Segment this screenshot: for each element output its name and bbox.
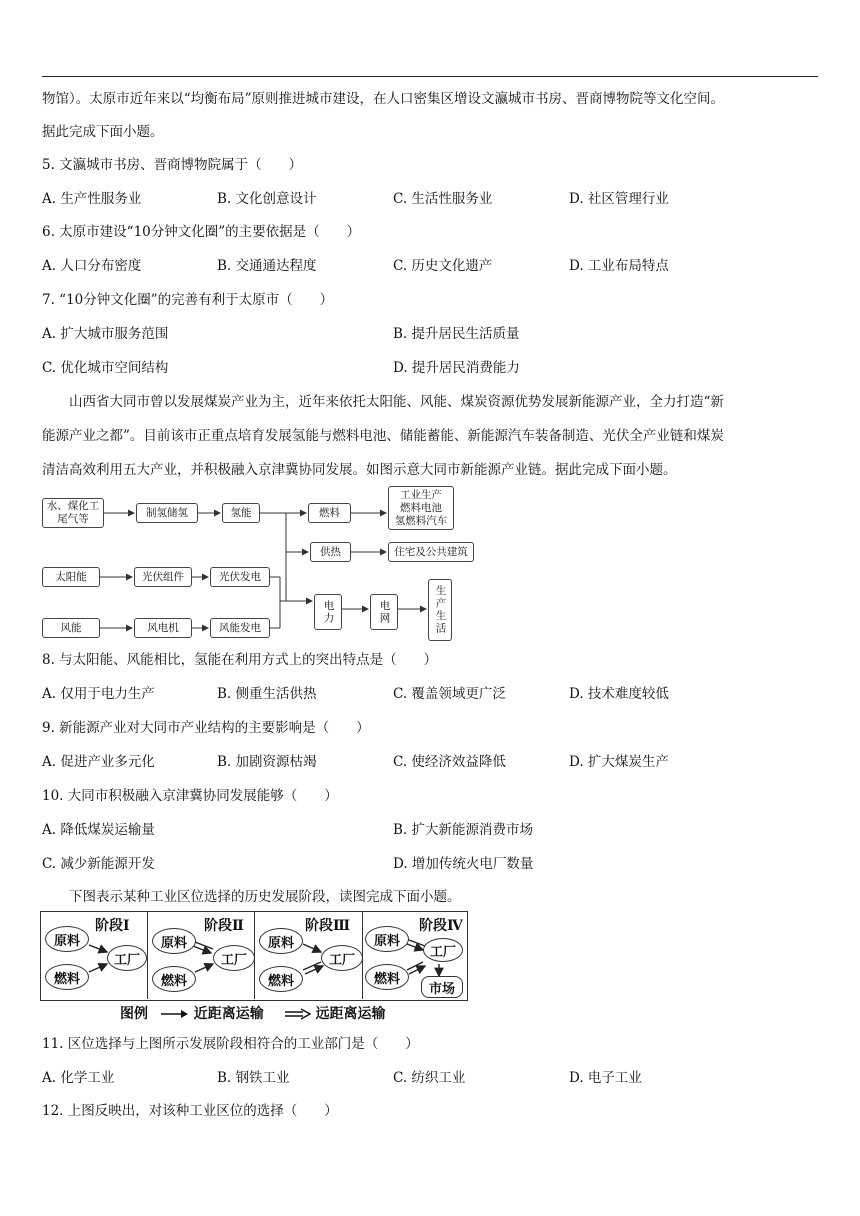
stage-1 [41,912,148,999]
question-9-stem: 9. 新能源产业对大同市产业结构的主要影响是（ ） [42,720,370,736]
q8-option-c[interactable]: C. 覆盖领域更广泛 [393,686,506,702]
q11-option-c[interactable]: C. 纺织工业 [393,1070,466,1086]
flow-grid: 电网 [370,594,398,630]
stage-3-raw-material: 原料 [259,928,303,954]
flow-heating: 供热 [310,542,351,562]
flow-wind-power: 风能发电 [210,618,270,638]
stages-legend [120,1003,386,1023]
header-rule [42,76,818,77]
q9-option-a[interactable]: A. 促进产业多元化 [42,754,155,770]
q7-option-b[interactable]: B. 提升居民生活质量 [393,326,520,342]
stage-2-raw-material: 原料 [152,928,196,954]
flow-pv-power: 光伏发电 [210,567,270,587]
flow-wind-turbine: 风电机 [134,618,192,638]
stage-2-title: 阶段Ⅱ [204,918,244,934]
question-12-stem: 12. 上图反映出，对该种工业区位的选择（ ） [42,1103,338,1119]
flow-housing-buildings: 住宅及公共建筑 [388,542,474,562]
legend-long-distance: 远距离运输 [315,1006,386,1022]
question-7-stem: 7. “10分钟文化圈”的完善有利于太原市（ ） [42,292,334,308]
legend-title: 图例 [120,1006,148,1022]
flow-electricity: 电力 [314,594,342,630]
stage-4-factory: 工厂 [423,938,463,962]
q8-option-b[interactable]: B. 侧重生活供热 [217,686,317,702]
stage-3-title: 阶段Ⅲ [305,918,351,934]
long-distance-arrow-icon [283,1008,311,1020]
q10-option-c[interactable]: C. 减少新能源开发 [42,856,155,872]
stage-4-fuel: 燃料 [365,964,409,990]
stage-3-fuel: 燃料 [259,966,303,992]
q5-option-c[interactable]: C. 生活性服务业 [393,191,493,207]
q8-option-d[interactable]: D. 技术难度较低 [569,686,669,702]
stage-1-title: 阶段Ⅰ [95,918,130,934]
stage-2-fuel: 燃料 [152,966,196,992]
question-5-stem: 5. 文瀛城市书房、晋商博物院属于（ ） [42,157,303,173]
intro-line-1: 物馆）。太原市近年来以“均衡布局”原则推进城市建设，在人口密集区增设文瀛城市书房、晋商博物院等文化空间。 [42,91,725,107]
stage-3 [255,912,363,999]
q10-option-a[interactable]: A. 降低煤炭运输量 [42,822,155,838]
q11-option-d[interactable]: D. 电子工业 [569,1070,642,1086]
legend-short-distance: 近距离运输 [193,1006,264,1022]
passage-2-line-2: 能源产业之都”。目前该市正重点培育发展氢能与燃料电池、储能蓄能、新能源汽车装备制造、光伏全产业链和煤炭 [42,428,724,444]
q6-option-b[interactable]: B. 交通通达程度 [217,258,317,274]
industry-location-stages-diagram [40,911,468,1001]
q5-option-d[interactable]: D. 社区管理行业 [569,191,669,207]
q8-option-a[interactable]: A. 仅用于电力生产 [42,686,155,702]
q7-option-a[interactable]: A. 扩大城市服务范围 [42,326,169,342]
passage-3: 下图表示某种工业区位选择的历史发展阶段，读图完成下面小题。 [69,889,461,905]
flow-fuel-uses: 工业生产 燃料电池 氢燃料汽车 [388,486,454,530]
stage-4-raw-material: 原料 [365,926,409,952]
flow-wind: 风能 [42,618,100,638]
flow-production-life: 生产生活 [428,579,452,641]
flow-pv-modules: 光伏组件 [134,567,192,587]
question-8-stem: 8. 与太阳能、风能相比，氢能在利用方式上的突出特点是（ ） [42,652,438,668]
stage-2 [148,912,255,999]
q5-option-b[interactable]: B. 文化创意设计 [217,191,317,207]
stage-1-raw-material: 原料 [45,926,89,952]
q10-option-d[interactable]: D. 增加传统火电厂数量 [393,856,534,872]
passage-2-line-1: 山西省大同市曾以发展煤炭产业为主，近年来依托太阳能、风能、煤炭资源优势发展新能源产业，全力打造“新 [69,394,724,410]
short-distance-arrow-icon [159,1008,189,1020]
question-11-stem: 11. 区位选择与上图所示发展阶段相符合的工业部门是（ ） [42,1036,419,1052]
stage-2-factory: 工厂 [213,945,255,971]
q11-option-a[interactable]: A. 化学工业 [42,1070,115,1086]
q9-option-d[interactable]: D. 扩大煤炭生产 [569,754,669,770]
stage-4-market: 市场 [421,976,463,998]
q6-option-a[interactable]: A. 人口分布密度 [42,258,142,274]
energy-industry-chain-diagram [40,484,480,644]
question-10-stem: 10. 大同市积极融入京津冀协同发展能够（ ） [42,788,338,804]
stage-4-title: 阶段Ⅳ [419,918,463,934]
intro-line-2: 据此完成下面小题。 [42,124,164,140]
q11-option-b[interactable]: B. 钢铁工业 [217,1070,290,1086]
q6-option-d[interactable]: D. 工业布局特点 [569,258,669,274]
passage-2-line-3: 清洁高效利用五大产业，并积极融入京津冀协同发展。如图示意大同市新能源产业链。据此完成下面小题。 [42,462,677,478]
stage-4 [363,912,467,999]
flow-hydrogen-production: 制氢储氢 [136,503,198,523]
q7-option-c[interactable]: C. 优化城市空间结构 [42,360,169,376]
flow-solar: 太阳能 [42,567,100,587]
q9-option-b[interactable]: B. 加剧资源枯竭 [217,754,317,770]
q9-option-c[interactable]: C. 使经济效益降低 [393,754,506,770]
stage-3-factory: 工厂 [321,945,363,971]
stage-1-factory: 工厂 [107,945,147,971]
stage-1-fuel: 燃料 [45,964,89,990]
q7-option-d[interactable]: D. 提升居民消费能力 [393,360,520,376]
q10-option-b[interactable]: B. 扩大新能源消费市场 [393,822,534,838]
q5-option-a[interactable]: A. 生产性服务业 [42,191,142,207]
question-6-stem: 6. 太原市建设“10分钟文化圈”的主要依据是（ ） [42,224,361,240]
flow-hydrogen-energy: 氢能 [222,503,260,523]
flow-source-water-coal: 水、煤化工尾气等 [42,498,104,528]
flow-fuel: 燃料 [308,503,351,523]
q6-option-c[interactable]: C. 历史文化遗产 [393,258,493,274]
